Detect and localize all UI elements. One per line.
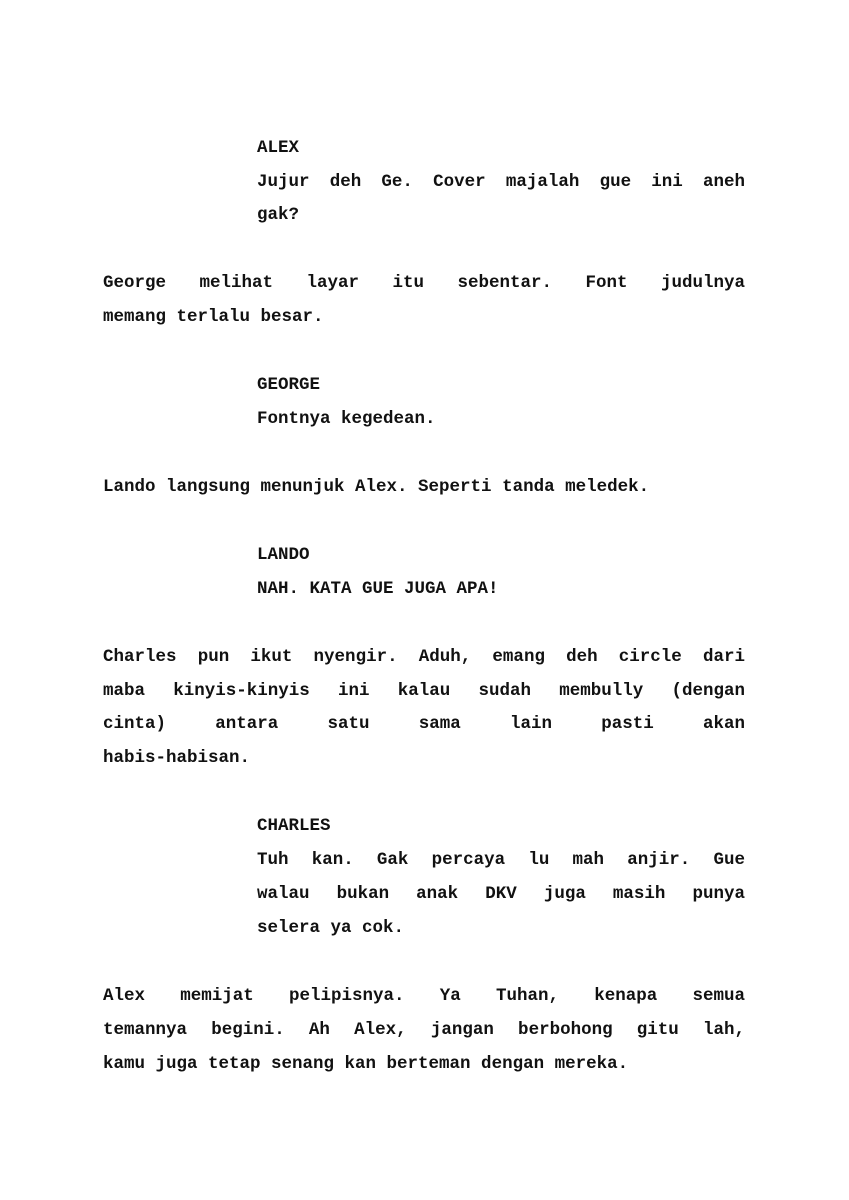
dialogue-line: Jujur deh Ge. Cover majalah gue ini aneh [257,172,745,192]
action-line: maba kinyis-kinyis ini kalau sudah membully (dengan [103,681,745,701]
character-name-lando: LANDO [257,545,310,565]
character-name-charles: CHARLES [257,816,331,836]
dialogue-line: selera ya cok. [257,918,405,938]
character-name-alex: ALEX [257,138,300,158]
action-line: Charles pun ikut nyengir. Aduh, emang deh circle dari [103,647,745,667]
action-line: George melihat layar itu sebentar. Font judulnya [103,273,745,293]
action-line: habis-habisan. [103,748,251,768]
dialogue-line: NAH. KATA GUE JUGA APA! [257,579,499,599]
action-line: Alex memijat pelipisnya. Ya Tuhan, kenapa semua [103,986,745,1006]
dialogue-line: Fontnya kegedean. [257,409,436,429]
dialogue-line: gak? [257,205,300,225]
action-line: memang terlalu besar. [103,307,324,327]
action-line: cinta) antara satu sama lain pasti akan [103,714,745,734]
action-line: temannya begini. Ah Alex, jangan berbohong gitu lah, [103,1020,745,1040]
action-line: kamu juga tetap senang kan berteman dengan mereka. [103,1054,629,1074]
action-line: Lando langsung menunjuk Alex. Seperti tanda meledek. [103,477,650,497]
character-name-george: GEORGE [257,375,321,395]
dialogue-line: walau bukan anak DKV juga masih punya [257,884,745,904]
dialogue-line: Tuh kan. Gak percaya lu mah anjir. Gue [257,850,745,870]
